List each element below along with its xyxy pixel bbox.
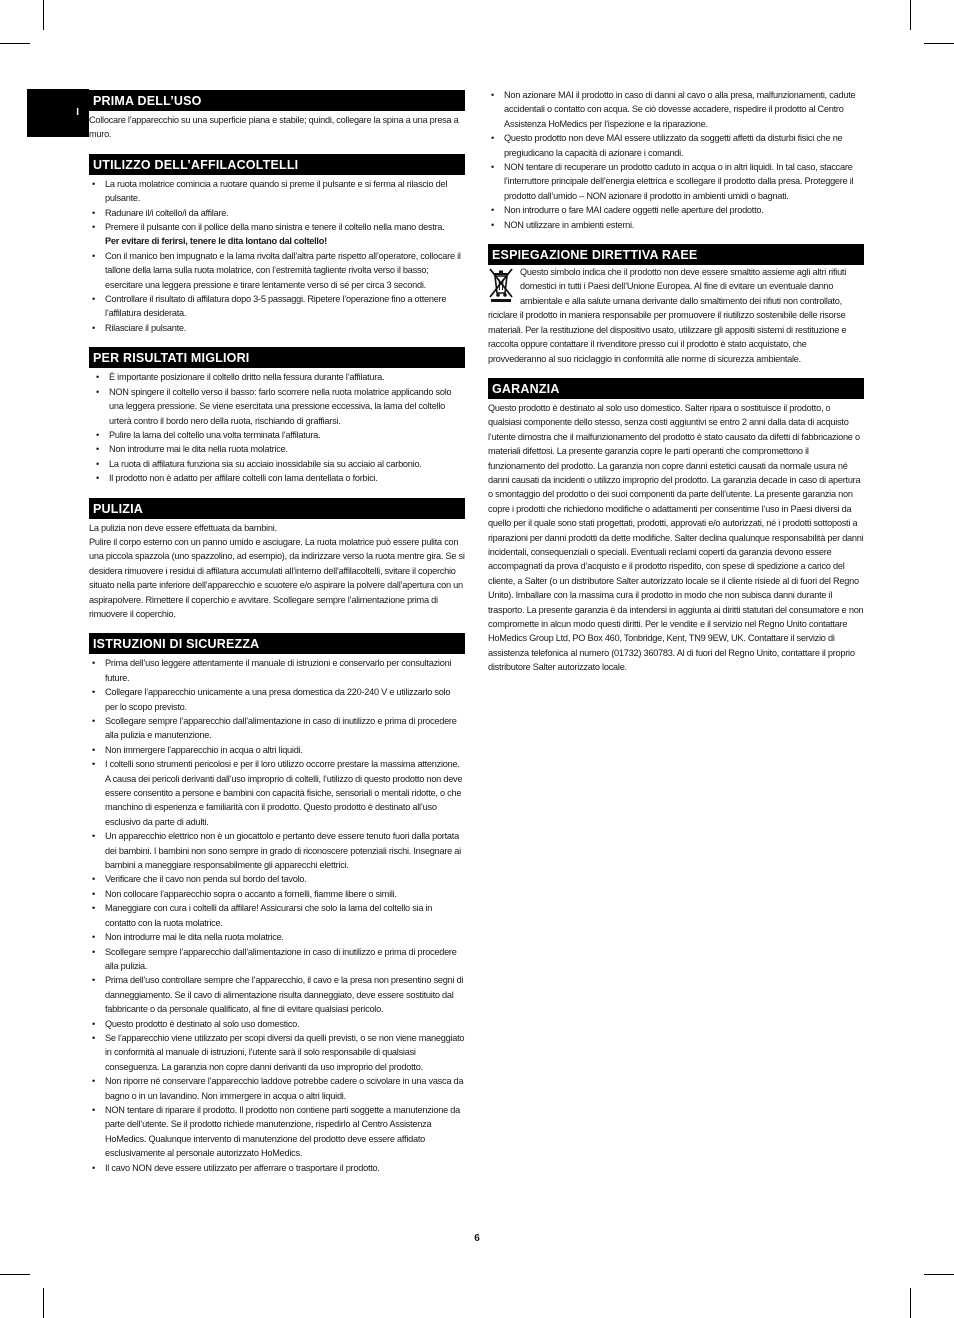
right-column [488,88,864,675]
section-title-garanzia: GARANZIA [488,378,864,399]
sicurezza-list-continued [488,88,864,232]
left-column [89,90,465,1175]
pulizia-text: Pulire il corpo esterno con un panno umido e asciugare. La ruota molatrice può essere pulita con una piccola spazzola (uno spazzolino, ad esempio), da indirizzare verso la ruota mentre gira. Se si desidera rimuovere i residui di affilatura accumulati all’interno dell’affilacoltelli, svitare il coperchio situato nella parte inferiore dell’apparecchio e scuotere e/o aspirare la polvere dall’apertura con un aspirapolvere. Rimettere il coperchio e avvitare. Scollegare sempre l’alimentazione prima di rimuovere il coperchio. [89,536,465,619]
section-title-risultati: PER RISULTATI MIGLIORI [89,347,465,368]
list-item: • Non introdurre mai le dita nella ruota molatrice. [93,442,465,456]
page-number: 6 [474,1233,480,1244]
language-code: I [76,107,79,118]
list-item: • Il cavo NON deve essere utilizzato per afferrare o trasportare il prodotto. [89,1161,465,1175]
list-item: • Pulire la lama del coltello una volta terminata l’affilatura. [93,428,465,442]
list-item: • Prima dell’uso leggere attentamente il manuale di istruzioni e conservarlo per consultazioni future. [89,656,465,685]
risultati-list [89,370,465,485]
list-item: • Rilasciare il pulsante. [89,321,465,335]
crop-mark [910,1288,911,1318]
list-item: • Non introdurre o fare MAI cadere oggetti nelle aperture del prodotto. [488,203,864,217]
list-item: • NON tentare di recuperare un prodotto caduto in acqua o in altri liquidi. In tal caso, staccare l’interruttore principale dell’energia elettrica e scollegare il prodotto dalla presa. Proteggere il prodotto dall’umido – NON azionare il prodotto in ambienti umidi o bagnati. [488,160,864,203]
list-item: • Se l’apparecchio viene utilizzato per scopi diversi da quelli previsti, o se non viene maneggiato in conformità al manuale di istruzioni, l’utente sarà il solo responsabile di qualsiasi conseguenza. La garanzia non copre danni derivanti da uso improprio del prodotto. [89,1031,465,1074]
list-item: • Radunare il/i coltello/i da affilare. [89,206,465,220]
list-item: • Non immergere l’apparecchio in acqua o altri liquidi. [89,743,465,757]
list-item: • È importante posizionare il coltello dritto nella fessura durante l’affilatura. [93,370,465,384]
list-item: • Scollegare sempre l’apparecchio dall’alimentazione in caso di inutilizzo e prima di procedere alla pulizia. [89,945,465,974]
list-item: • NON tentare di riparare il prodotto. Il prodotto non contiene parti soggette a manutenzione da parte dell’utente. Se il prodotto richiede manutenzione, rispedirlo al Centro Assistenza HoMedics. Qualunque intervento di manutenzione del prodotto deve essere affidato esclusivamente al personale autorizzato HoMedics. [89,1103,465,1161]
list-item: • Questo prodotto non deve MAI essere utilizzato da soggetti affetti da disturbi fisici che ne pregiudicano la capacità di azionare i comandi. [488,131,864,160]
crop-mark [43,0,44,30]
list-item: • Il prodotto non è adatto per affilare coltelli con lama dentellata o forbici. [93,471,465,485]
crop-mark [924,43,954,44]
list-item: • Non introdurre mai le dita nella ruota molatrice. [89,930,465,944]
sicurezza-list [89,656,465,1175]
section-title-prima: PRIMA DELL’USO [89,90,465,111]
section-title-sicurezza: ISTRUZIONI DI SICUREZZA [89,633,465,654]
garanzia-text: Questo prodotto è destinato al solo uso domestico. Salter ripara o sostituisce il prodotto, o qualsiasi componente dello stesso, senza costi aggiuntivi se entro 2 anni dalla data di acquisto l’utente dimostra che il malfunzionamento del prodotto è stato causato da difetti di fabbricazione o materiali difettosi. La presente garanzia copre le parti operanti che compromettono il funzionamento del prodotto. La garanzia non copre danni estetici causati da normale usura né danni causati da incidenti o utilizzo improprio del prodotto. La garanzia decade in caso di apertura o smontaggio del prodotto o dei suoi componenti da parte dell’utente. La presente garanzia non copre i prodotti che richiedono modifiche o adattamenti per consentirne l’uso in Paesi diversi da quello per il quale sono stati progettati, prodotti, approvati e/o autorizzati, né i prodotti sottoposti a riparazioni per danni prodotti da dette modifiche. Salter declina qualunque responsabilità per danni incidentali, consequenziali o speciali. Eventuali reclami coperti da garanzia devono essere accompagnati da prova d’acquisto e il prodotto rispedito, con spese di spedizione a carico del cliente, a Salter (o un distributore Salter autorizzato locale se il cliente risiede al di fuori del Regno Unito). Imballare con la massima cura il prodotto in modo che non subisca danni durante il trasporto. La presente garanzia è da intendersi in aggiunta ai diritti statutari del consumatore e non compromette in alcun modo questi diritti. Per le vendite e il servizio nel Regno Unito contattare HoMedics Group Ltd, PO Box 460, Tonbridge, Kent, TN9 9EW, UK. Contattare il servizio di assistenza telefonica al numero (01732) 360783. Al di fuori del Regno Unito, contattare il proprio distributore Salter autorizzato locale. [488,402,864,673]
crop-mark [924,1274,954,1275]
list-item: • Verificare che il cavo non penda sul bordo del tavolo. [89,872,465,886]
list-item: • Non collocare l’apparecchio sopra o accanto a fornelli, fiamme libere o simili. [89,887,465,901]
raee-block [488,265,864,366]
section-title-raee: ESPIEGAZIONE DIRETTIVA RAEE [488,244,864,265]
list-item: • Maneggiare con cura i coltelli da affilare! Assicurarsi che solo la lama del coltello sia in contatto con la ruota molatrice. [89,901,465,930]
list-item: • La ruota molatrice comincia a ruotare quando si preme il pulsante e si ferma al rilascio del pulsante. [89,177,465,206]
language-tab [27,89,89,137]
list-item: • Premere il pulsante con il pollice della mano sinistra e tenere il coltello nella mano destra. [89,220,465,234]
list-item: • NON utilizzare in ambienti esterni. [488,218,864,232]
list-item: • Scollegare sempre l’apparecchio dall’alimentazione in caso di inutilizzo e prima di procedere alla pulizia e manutenzione. [89,714,465,743]
list-item: • NON spingere il coltello verso il basso: farlo scorrere nella ruota molatrice applicando solo una leggera pressione. Se viene esercitata una pressione eccessiva, la lama del coltello urterà contro il bordo nero della ruota, rischiando di graffiarsi. [93,385,465,428]
list-item: • I coltelli sono strumenti pericolosi e per il loro utilizzo occorre prestare la massima attenzione. A causa dei pericoli derivanti dall’uso improprio di coltelli, l’utilizzo di questo prodotto non deve essere consentito a persone e bambini con capacità fisiche, sensoriali o mentali ridotte, o che manchino di esperienza e familiarità con il prodotto. Questo prodotto è destinato all’uso esclusivo da parte di adulti. [89,757,465,829]
utilizzo-list [89,177,465,335]
section-title-pulizia: PULIZIA [89,498,465,519]
list-item: • Non azionare MAI il prodotto in caso di danni al cavo o alla presa, malfunzionamenti, cadute accidentali o contatto con acqua. Se ciò dovesse accadere, rispedire il prodotto al Centro Assistenza HoMedics per l’ispezione e la riparazione. [488,88,864,131]
prima-text: Collocare l’apparecchio su una superficie piana e stabile; quindi, collegare la spina a una presa a muro. [89,115,459,140]
list-item: • Collegare l’apparecchio unicamente a una presa domestica da 220-240 V e utilizzarlo solo per lo scopo previsto. [89,685,465,714]
list-item: • La ruota di affilatura funziona sia su acciaio inossidabile sia su acciaio al carbonio. [93,457,465,471]
list-item: • Con il manico ben impugnato e la lama rivolta dall’altra parte rispetto all’operatore, collocare il tallone della lama sulla ruota molatrice, con l’estremità tagliente rivolta verso il basso; esercitare una leggera pressione e tirare lentamente verso di sé per circa 3 secondi. [89,249,465,292]
crop-mark [43,1288,44,1318]
warning-note: Per evitare di ferirsi, tenere le dita lontano dal coltello! [105,236,327,247]
list-item: • Controllare il risultato di affilatura dopo 3-5 passaggi. Ripetere l’operazione fino a ottenere l’affilatura desiderata. [89,292,465,321]
crop-mark [910,0,911,30]
raee-text: Questo simbolo indica che il prodotto non deve essere smaltito assieme agli altri rifiuti domestici in tutti i Paesi dell’Unione Europea. Al fine di evitare un eventuale danno ambientale e alla salute umana derivante dallo smaltimento dei rifiuti non controllato, riciclare il prodotto in maniera responsabile per promuovere il riutilizzo sostenibile delle risorse materiali. Per la restituzione del dispositivo usato, utilizzare gli appositi sistemi di restituzione e raccolta oppure contattare il rivenditore presso cui il prodotto è stato acquistato, che provvederanno al suo riciclaggio in conformità alle norme di sicurezza ambientale. [488,267,847,364]
list-item: • Prima dell’uso controllare sempre che l’apparecchio, il cavo e la presa non presentino segni di danneggiamento. Se il cavo di alimentazione risulta danneggiato, deve essere sostituito dal fabbricante o da personale qualificato, al fine di evitare qualsiasi pericolo. [89,973,465,1016]
crossed-out-wheelie-bin-icon [488,267,514,303]
crop-mark [0,43,30,44]
list-item: • Questo prodotto è destinato al solo uso domestico. [89,1017,465,1031]
list-item: • Un apparecchio elettrico non è un giocattolo e pertanto deve essere tenuto fuori dalla portata dei bambini. I bambini non sono sempre in grado di riconoscere potenziali rischi. Insegnare ai bambini a maneggiare responsabilmente gli apparecchi elettrici. [89,829,465,872]
list-item: • Non riporre né conservare l’apparecchio laddove potrebbe cadere o scivolare in una vasca da bagno o in un lavandino. Non immergere in acqua o altri liquidi. [89,1074,465,1103]
crop-mark [0,1274,30,1275]
section-title-utilizzo: UTILIZZO DELL’AFFILACOLTELLI [89,154,465,175]
pulizia-line: La pulizia non deve essere effettuata da bambini. [89,522,277,533]
